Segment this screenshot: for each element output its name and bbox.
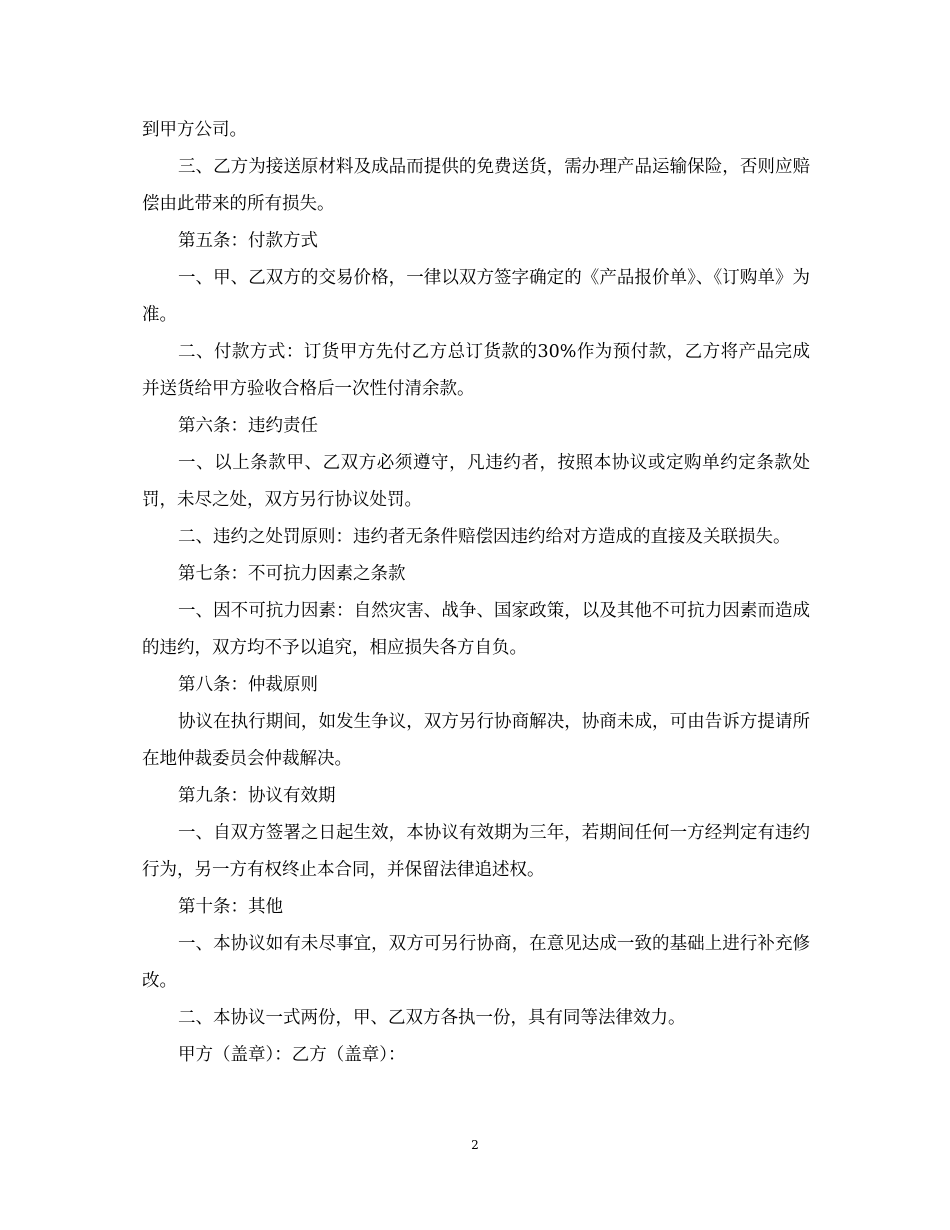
- paragraph-clause-10-item-2: 二、本协议一式两份，甲、乙双方各执一份，具有同等法律效力。: [178, 1008, 686, 1028]
- paragraph-clause-6-item-2: 二、违约之处罚原则：违约者无条件赔偿因违约给对方造成的直接及关联损失。: [178, 527, 791, 547]
- paragraph-clause-10-item-1: 一、本协议如有未尽事宜，双方可另行协商，在意见达成一致的基础上进行补充修改。: [142, 934, 810, 991]
- heading-article-5: 第五条：付款方式: [178, 231, 318, 251]
- paragraph-clause-9-item-1: 一、自双方签署之日起生效，本协议有效期为三年，若期间任何一方经判定有违约行为，另一方有权终止本合同，并保留法律追述权。: [142, 823, 810, 880]
- page-number: 2: [471, 1138, 479, 1152]
- heading-article-9: 第九条：协议有效期: [178, 786, 336, 806]
- heading-article-8: 第八条：仲裁原则: [178, 675, 318, 695]
- paragraph-clause-8: 协议在执行期间，如发生争议，双方另行协商解决，协商未成，可由告诉方提请所在地仲裁委员会仲裁解决。: [142, 712, 810, 769]
- heading-article-10: 第十条：其他: [178, 897, 283, 917]
- paragraph-clause-7-item-1: 一、因不可抗力因素：自然灾害、战争、国家政策，以及其他不可抗力因素而造成的违约，双方均不予以追究，相应损失各方自负。: [142, 601, 810, 658]
- heading-article-7: 第七条：不可抗力因素之条款: [178, 564, 406, 584]
- paragraph-clause-4-item-3: 三、乙方为接送原材料及成品而提供的免费送货，需办理产品运输保险，否则应赔偿由此带来的所有损失。: [142, 157, 810, 214]
- paragraph-clause-5-item-1: 一、甲、乙双方的交易价格，一律以双方签字确定的《产品报价单》、《订购单》为准。: [142, 268, 810, 325]
- signature-line: 甲方（盖章）：乙方（盖章）：: [178, 1045, 406, 1065]
- document-body: [142, 112, 810, 1074]
- paragraph-clause-6-item-1: 一、以上条款甲、乙双方必须遵守，凡违约者，按照本协议或定购单约定条款处罚，未尽之处，双方另行协议处罚。: [142, 453, 810, 510]
- heading-article-6: 第六条：违约责任: [178, 416, 318, 436]
- paragraph-continuation: 到甲方公司。: [142, 120, 247, 140]
- paragraph-clause-5-item-2: 二、付款方式：订货甲方先付乙方总订货款的30%作为预付款，乙方将产品完成并送货给甲方验收合格后一次性付清余款。: [142, 342, 810, 399]
